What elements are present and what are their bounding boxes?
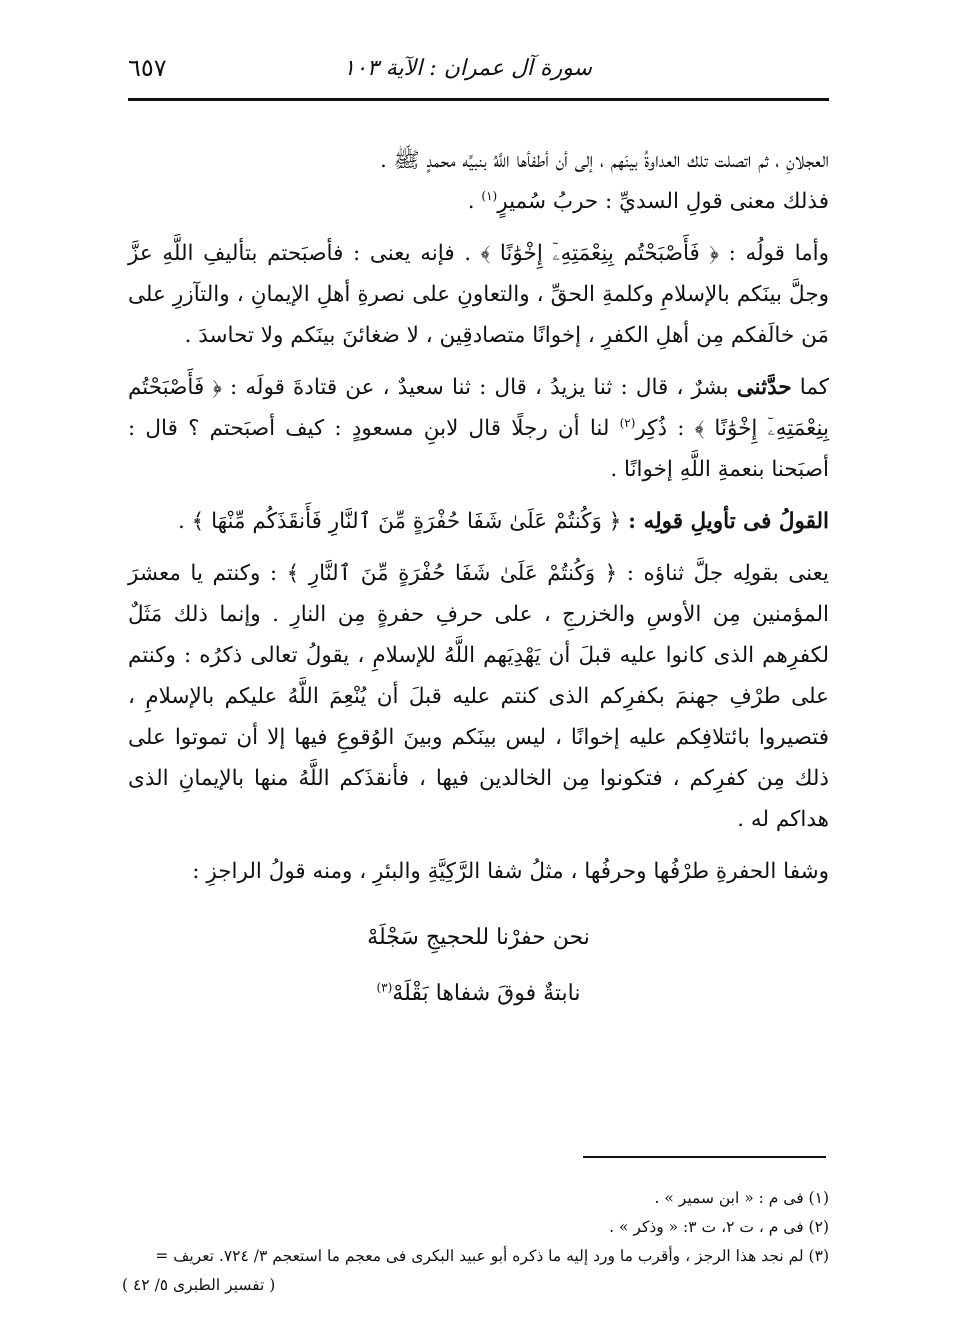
running-head xyxy=(128,54,827,94)
footnote-2: (٢) فى م ، ت ٢، ت ٣: « وذكر » . xyxy=(609,1218,829,1236)
paragraph-1-line-2: فذلك معنى قولِ السديِّ : حربُ سُميرٍ xyxy=(497,189,829,214)
paragraph-3-pre: كما xyxy=(799,375,830,400)
footnote-ref-3: (٣) xyxy=(376,980,393,995)
paragraph-3-text-2: لنا أن رجلًا قال لابنِ مسعودٍ : كيف أصبَحتم ؟ قال : أصبَحنا بنعمةِ اللَّهِ إخوانًا . xyxy=(128,416,829,482)
source-attribution: ( تفسير الطبرى ٥/ ٤٢ ) xyxy=(122,1276,276,1294)
paragraph-3-text-1: بشرٌ ، قال : ثنا يزيدُ ، قال : ثنا سعيدٌ ، عن قتادةَ قولَه : ﴿ فَأَصْبَحْتُم بِنِعْمَتِهِۦٓ إِخْوَٰنًا ﴾ : ذُكِر xyxy=(128,375,829,441)
footnote-ref-2: (٢) xyxy=(619,415,636,430)
section-heading-lead: القولُ فى تأويلِ قولِه : xyxy=(628,509,829,534)
footnote-rule xyxy=(583,1156,826,1158)
poem xyxy=(128,910,829,1022)
section-heading-verse: ﴿ وَكُنتُمْ عَلَىٰ شَفَا حُفْرَةٍ مِّنَ ٱلنَّارِ فَأَنقَذَكُم مِّنْهَا ﴾ . xyxy=(177,509,629,534)
paragraph-1-end: . xyxy=(467,189,482,214)
footnote-3: (٣) لم نجد هذا الرجز ، وأقرب ما ورد إليه ما ذكره أبو عبيد البكرى فى معجم ما استعجم ٣/ ٧٢٤. تعريف = xyxy=(155,1247,829,1265)
paragraph-1 xyxy=(128,140,829,222)
running-title: سورة آل عمران : الآية ١٠٣ xyxy=(343,56,592,81)
poem-line-2 xyxy=(128,966,829,1022)
header-rule xyxy=(128,98,829,101)
body-text xyxy=(128,140,829,1022)
paragraph-5: وشفا الحفرةِ طرْفُها وحرفُها ، مثلُ شفا الرَّكِيَّةِ والبئرِ ، ومنه قولُ الراجزِ : xyxy=(192,859,829,884)
paragraph-3 xyxy=(128,367,829,490)
footnote-1: (١) فى م : « ابن سمير » . xyxy=(654,1189,829,1207)
poem-line-2-text: نابتةٌ فوقَ شفاها بَقْلَهْ xyxy=(392,981,581,1006)
poem-line-1: نحن حفرْنا للحجيجِ سَجْلَهْ xyxy=(367,925,590,950)
footnote-ref-1: (١) xyxy=(481,188,498,203)
section-heading xyxy=(128,501,829,542)
paragraph-1-line-1: العجلانِ ، ثم اتصلت تلك العداوةُ بينَهم ، إلى أن أطفأها اللَّهُ بنبيِّه محمدٍ ﷺ . xyxy=(379,148,829,173)
footnotes xyxy=(120,1184,829,1300)
paragraph-2: وأما قولُه : ﴿ فَأَصْبَحْتُم بِنِعْمَتِهِۦٓ إِخْوَٰنًا ﴾ . فإنه يعنى : فأصبَحتم بتأليفِ اللَّهِ عزَّ وجلَّ بينَكم بالإسلامِ وكلمةِ الحقِّ ، والتعاونِ على نصرةِ أهلِ الإيمانِ ، والتآزرِ على مَن خالَفكم مِن أهلِ الكفرِ ، إخوانًا متصادقِين ، لا ضغائنَ بينَكم ولا تحاسدَ . xyxy=(128,241,829,348)
paragraph-4: يعنى بقولِه جلَّ ثناؤه : ﴿ وَكُنتُمْ عَلَىٰ شَفَا حُفْرَةٍ مِّنَ ٱلنَّارِ ﴾ : وكنتم يا معشرَ المؤمنين مِن الأوسِ والخزرجِ ، على حرفِ حفرةٍ مِن النارِ . وإنما ذلك مَثَلٌ لكفرِهم الذى كانوا عليه قبلَ أن يَهْدِيَهم اللَّهُ للإسلامِ ، يقولُ تعالى ذكرُه : وكنتم على طرْفِ جهنمَ بكفرِكم الذى كنتم عليه قبلَ أن يُنْعِمَ اللَّهُ عليكم بالإسلامِ ، فتصيروا بائتلافِكم عليه إخوانًا ، ليس بينَكم وبينَ الوُقوعِ فيها إلا أن تموتوا على ذلك مِن كفرِكم ، فتكونوا مِن الخالدين فيها ، فأنقذَكم اللَّهُ منها بالإيمانِ الذى هداكم له . xyxy=(128,561,829,832)
hadith-transmission-word: حدَّثنى xyxy=(736,375,792,400)
page-number: ٦٥٧ xyxy=(128,54,167,82)
